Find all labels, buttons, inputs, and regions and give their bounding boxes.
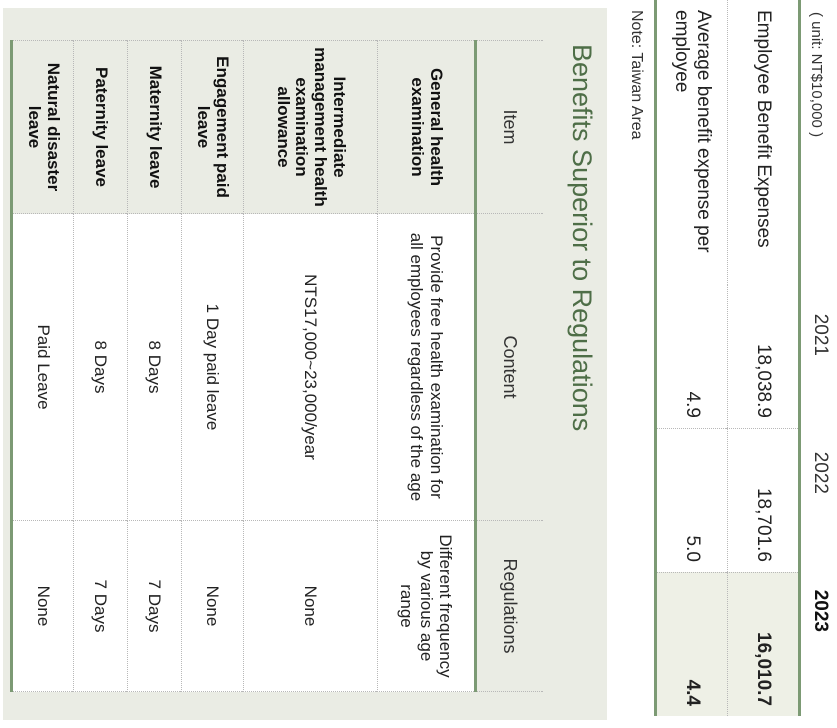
unit-label: ( unit: NT$10,000 ) <box>808 12 825 138</box>
item-cell: Engagement paid leave <box>182 41 244 214</box>
table-row <box>182 41 244 692</box>
regulations-cell: None <box>12 521 74 692</box>
table-row <box>656 0 728 716</box>
regulations-cell: None <box>244 521 378 692</box>
benefits-table <box>10 40 543 692</box>
cell-value-highlight: 4.4 <box>656 572 728 716</box>
year-2021: 2021 <box>810 313 831 356</box>
cell-value: 4.9 <box>656 285 728 429</box>
item-cell: Intermediate management health examination allowance <box>244 41 378 214</box>
regulations-cell: 7 Days <box>74 521 128 692</box>
item-cell: Maternity leave <box>128 41 182 214</box>
note: Note: Taiwan Area <box>628 10 645 140</box>
table-row <box>728 0 800 716</box>
content-cell: 1 Day paid leave <box>182 214 244 521</box>
content-cell: Provide free health examination for all employees regardless of the age <box>378 214 476 521</box>
table-row <box>244 41 378 692</box>
cell-value-highlight: 16,010.7 <box>728 572 800 716</box>
cell-value: 18,701.6 <box>728 428 800 572</box>
panel-title: Benefits Superior to Regulations <box>567 44 597 432</box>
header-regulations: Regulations <box>476 521 544 692</box>
row-label: Average benefit expense per employee <box>656 0 728 285</box>
expense-table <box>654 0 801 716</box>
content-cell: 8 Days <box>74 214 128 521</box>
content-cell: Paid Leave <box>12 214 74 521</box>
benefits-panel <box>3 8 607 720</box>
content-cell: 8 Days <box>128 214 182 521</box>
table-header-row <box>476 41 544 692</box>
content-cell: NTS17,000~23,000/year <box>244 214 378 521</box>
table-row <box>74 41 128 692</box>
item-cell: Paternity leave <box>74 41 128 214</box>
table-row <box>378 41 476 692</box>
table-row <box>12 41 74 692</box>
item-cell: Natural disaster leave <box>12 41 74 214</box>
header-content: Content <box>476 214 544 521</box>
regulations-cell: None <box>182 521 244 692</box>
year-header-row <box>805 0 831 716</box>
cell-value: 5.0 <box>656 428 728 572</box>
item-cell: General health examination <box>378 41 476 214</box>
year-2022: 2022 <box>810 451 831 494</box>
year-2023: 2023 <box>810 589 831 632</box>
regulations-cell: 7 Days <box>128 521 182 692</box>
row-label: Employee Benefit Expenses <box>728 0 800 285</box>
regulations-cell: Different frequency by various age range <box>378 521 476 692</box>
header-item: Item <box>476 41 544 214</box>
cell-value: 18,038.9 <box>728 285 800 429</box>
table-row <box>128 41 182 692</box>
